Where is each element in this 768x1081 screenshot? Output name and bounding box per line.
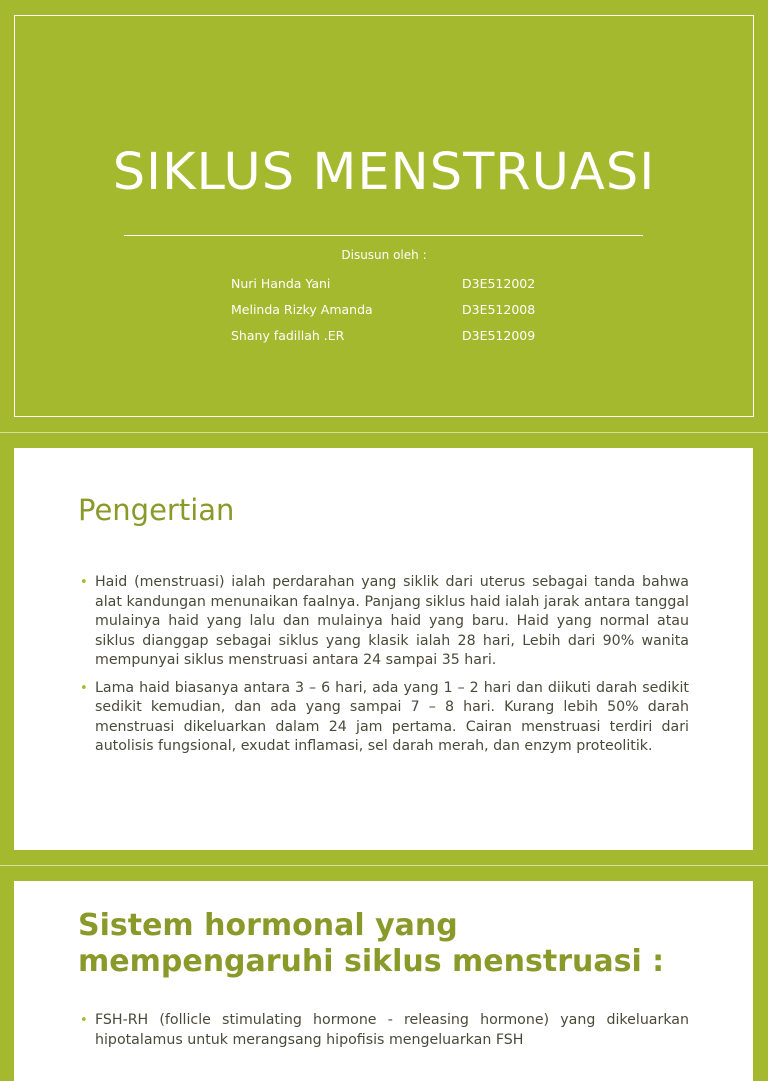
author-row: [231, 274, 551, 300]
author-row: [231, 300, 551, 326]
bullet-icon: •: [80, 1013, 88, 1028]
bullet-list: [80, 573, 689, 765]
author-name: Nuri Handa Yani: [231, 276, 331, 291]
definition-slide: [0, 433, 768, 865]
slide-title: SIKLUS MENSTRUASI: [112, 143, 656, 202]
author-id: D3E512009: [462, 328, 536, 343]
bullet-icon: •: [80, 680, 88, 696]
bullet-item: [80, 1011, 689, 1050]
bullet-text: Lama haid biasanya antara 3 – 6 hari, ada yang 1 – 2 hari dan diikuti darah sedikit sedikit kemudian, dan ada yang sampai 7 – 8 hari. Kurang lebih 50% darah menstruasi dikeluarkan dalam 24 jam pertama. Cairan menstruasi terdiri dari autolisis fungsional, exudat inflamasi, sel darah merah, dan enzym proteolitik.: [95, 679, 689, 754]
bullet-text: FSH-RH (follicle stimulating hormone - releasing hormone) yang dikeluarkan hipotalamus untuk merangsang hipofisis mengeluarkan FSH: [95, 1012, 689, 1048]
author-name: Melinda Rizky Amanda: [231, 302, 373, 317]
author-id: D3E512002: [462, 276, 536, 291]
title-divider: [124, 235, 643, 236]
author-row: [231, 326, 551, 352]
bullet-item: [80, 679, 689, 757]
hormone-slide: [0, 866, 768, 1048]
slide-heading: Sistem hormonal yang mempengaruhi siklus menstruasi :: [78, 908, 665, 979]
bullet-item: [80, 573, 689, 671]
author-id: D3E512008: [462, 302, 536, 317]
slide-card: [14, 448, 753, 850]
bullet-text: Haid (menstruasi) ialah perdarahan yang siklik dari uterus sebagai tanda bahwa alat kandungan menunaikan faalnya. Panjang siklus haid ialah jarak antara tanggal mulainya haid yang lalu dan mulainya haid yang baru. Haid yang normal atau siklus dianggap sebagai siklus yang klasik ialah 28 hari, Lebih dari 90% wanita mempunyai siklus menstruasi antara 24 sampai 35 hari.: [95, 574, 689, 668]
slide-frame: [14, 15, 754, 417]
byline: Disusun oleh :: [341, 248, 427, 262]
bullet-list: [80, 1011, 689, 1058]
author-name: Shany fadillah .ER: [231, 328, 345, 343]
author-list: [231, 274, 551, 352]
bullet-icon: •: [80, 575, 88, 590]
title-slide: [0, 0, 768, 432]
slide-card: [14, 881, 753, 1081]
slide-heading: Pengertian: [78, 493, 235, 527]
